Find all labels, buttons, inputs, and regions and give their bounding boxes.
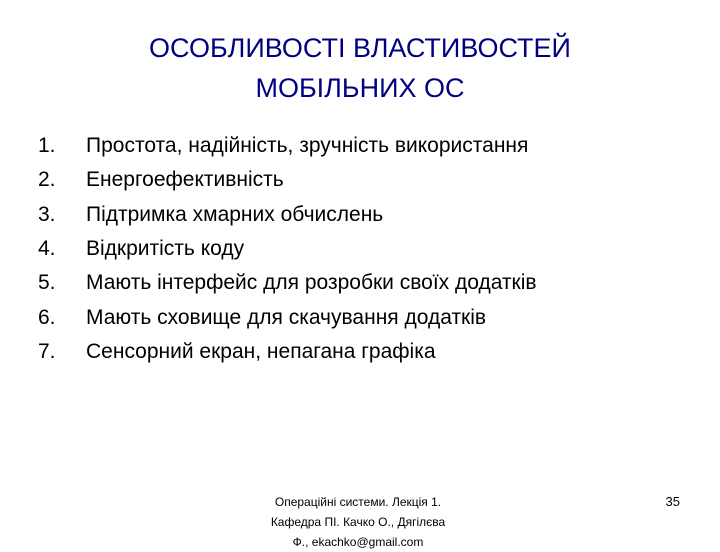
list-item-text: Мають інтерфейс для розробки своїх додатків	[86, 271, 537, 295]
page-number: 35	[665, 494, 680, 509]
list-item	[38, 335, 678, 369]
list-item	[38, 266, 678, 300]
slide-footer	[238, 492, 478, 552]
footer-line: Ф., ekachko@gmail.com	[292, 535, 424, 549]
slide-title-line: ОСОБЛИВОСТІ ВЛАСТИВОСТЕЙ	[149, 33, 571, 63]
list-item-text: Сенсорний екран, непагана графіка	[86, 339, 436, 363]
numbered-list	[38, 129, 678, 369]
list-item-text: Простота, надійність, зручність використання	[86, 134, 529, 158]
list-item-text: Відкритість коду	[86, 237, 245, 261]
list-item	[38, 198, 678, 232]
list-item-text: Енергоефективність	[86, 168, 284, 192]
list-item-number: 2.	[38, 168, 56, 192]
list-item-text: Підтримка хмарних обчислень	[86, 202, 384, 226]
footer-line: Операційні системи. Лекція 1.	[274, 495, 442, 509]
list-item-number: 3.	[38, 202, 56, 226]
list-item-number: 5.	[38, 271, 56, 295]
footer-line: Кафедра ПІ. Качко О., Дягілєва	[270, 515, 446, 529]
list-item-number: 4.	[38, 237, 56, 261]
list-item	[38, 232, 678, 266]
list-item	[38, 300, 678, 334]
list-item-number: 6.	[38, 305, 56, 329]
slide-title-line: МОБІЛЬНИХ ОС	[255, 73, 465, 103]
list-item-text: Мають сховище для скачування додатків	[86, 305, 487, 329]
list-item-number: 1.	[38, 134, 56, 158]
list-item	[38, 163, 678, 197]
list-item-number: 7.	[38, 339, 56, 363]
slide-title	[60, 28, 660, 108]
list-item	[38, 129, 678, 163]
